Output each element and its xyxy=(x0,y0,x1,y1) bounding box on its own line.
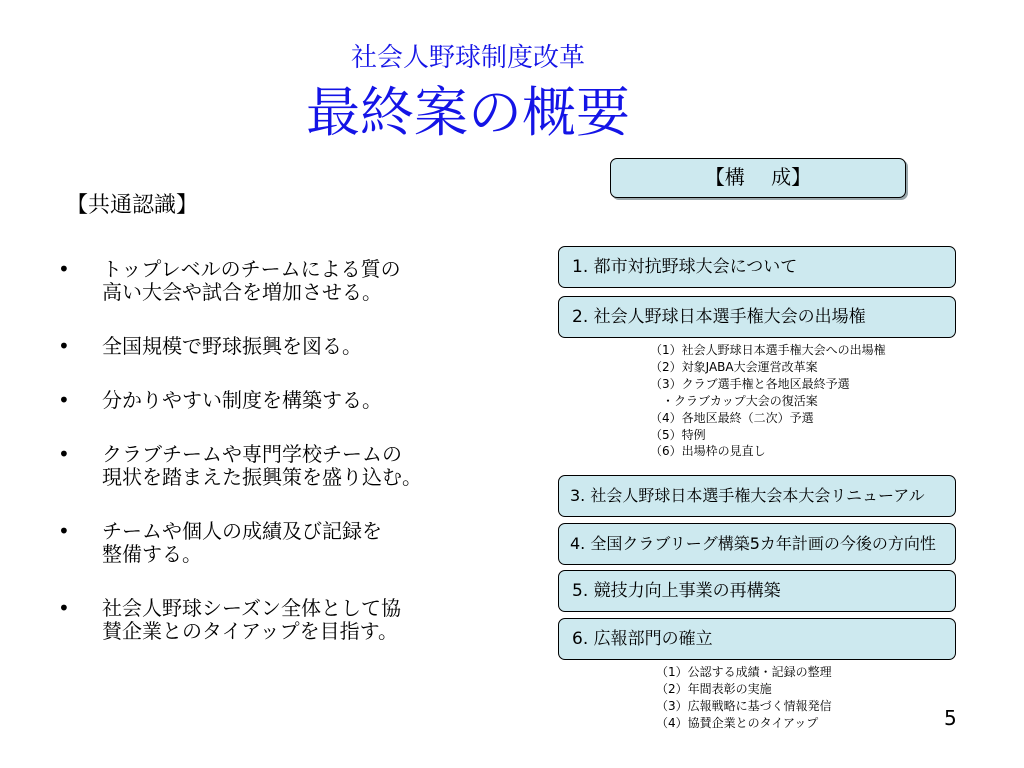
bullet-text-line: クラブチームや専門学校チームの xyxy=(102,442,402,466)
section-5-box: 5. 競技力向上事業の再構築 xyxy=(558,570,956,612)
bullet-dot-icon: • xyxy=(58,596,70,620)
slide-title: 最終案の概要 xyxy=(306,81,630,144)
section-6-box: 6. 広報部門の確立 xyxy=(558,618,956,660)
bullet-item xyxy=(58,520,498,566)
section-1-box: 1. 都市対抗野球大会について xyxy=(558,246,956,288)
slide-subtitle: 社会人野球制度改革 xyxy=(350,43,585,73)
bullet-text-line: 整備する。 xyxy=(102,542,202,566)
subitem: （1）公認する成績・記録の整理 xyxy=(656,665,832,679)
common-recognition-heading: 【共通認識】 xyxy=(66,193,199,218)
subitem: （2）対象JABA大会運営改革案 xyxy=(650,359,818,374)
bullet-text-line: 現状を踏まえた振興策を盛り込む。 xyxy=(102,465,422,489)
bullet-item xyxy=(58,389,498,412)
subitem: （5）特例 xyxy=(650,427,706,442)
subitem: ・クラブカップ大会の復活案 xyxy=(650,393,818,408)
bullet-item xyxy=(58,258,498,304)
subitem: （4）各地区最終（二次）予選 xyxy=(650,410,814,425)
bullet-item xyxy=(58,335,498,358)
bullet-text-line: 全国規模で野球振興を図る。 xyxy=(102,334,362,358)
subitem: （2）年間表彰の実施 xyxy=(656,681,772,696)
section-2-subitems xyxy=(650,342,886,460)
bullet-text-line: トップレベルのチームによる質の xyxy=(102,257,401,281)
section-3-box: 3. 社会人野球日本選手権大会本大会リニューアル xyxy=(558,475,956,517)
common-recognition-list xyxy=(58,258,498,674)
subitem: （3）広報戦略に基づく情報発信 xyxy=(656,698,832,713)
bullet-dot-icon: • xyxy=(58,257,70,281)
bullet-dot-icon: • xyxy=(58,519,70,543)
bullet-text-line: 社会人野球シーズン全体として協 xyxy=(102,596,401,620)
bullet-text-line: 高い大会や試合を増加させる。 xyxy=(102,280,382,304)
bullet-dot-icon: • xyxy=(58,334,70,358)
section-6-subitems xyxy=(656,664,832,732)
subitem: （4）協賛企業とのタイアップ xyxy=(656,715,819,730)
bullet-text-line: 分かりやすい制度を構築する。 xyxy=(102,388,382,412)
bullet-item xyxy=(58,443,498,489)
section-4-box: 4. 全国クラブリーグ構築5カ年計画の今後の方向性 xyxy=(558,523,956,565)
bullet-dot-icon: • xyxy=(58,442,70,466)
structure-heading-box: 【構 成】 xyxy=(610,158,906,198)
subitem: （3）クラブ選手権と各地区最終予選 xyxy=(650,376,850,391)
bullet-text-line: 賛企業とのタイアップを目指す。 xyxy=(102,619,398,643)
page-number: 5 xyxy=(944,706,957,730)
section-2-box: 2. 社会人野球日本選手権大会の出場権 xyxy=(558,296,956,338)
subitem: （1）社会人野球日本選手権大会への出場権 xyxy=(650,343,886,357)
bullet-dot-icon: • xyxy=(58,388,70,412)
subitem: （6）出場枠の見直し xyxy=(650,444,766,459)
bullet-text-line: チームや個人の成績及び記録を xyxy=(102,519,382,543)
bullet-item xyxy=(58,597,498,643)
